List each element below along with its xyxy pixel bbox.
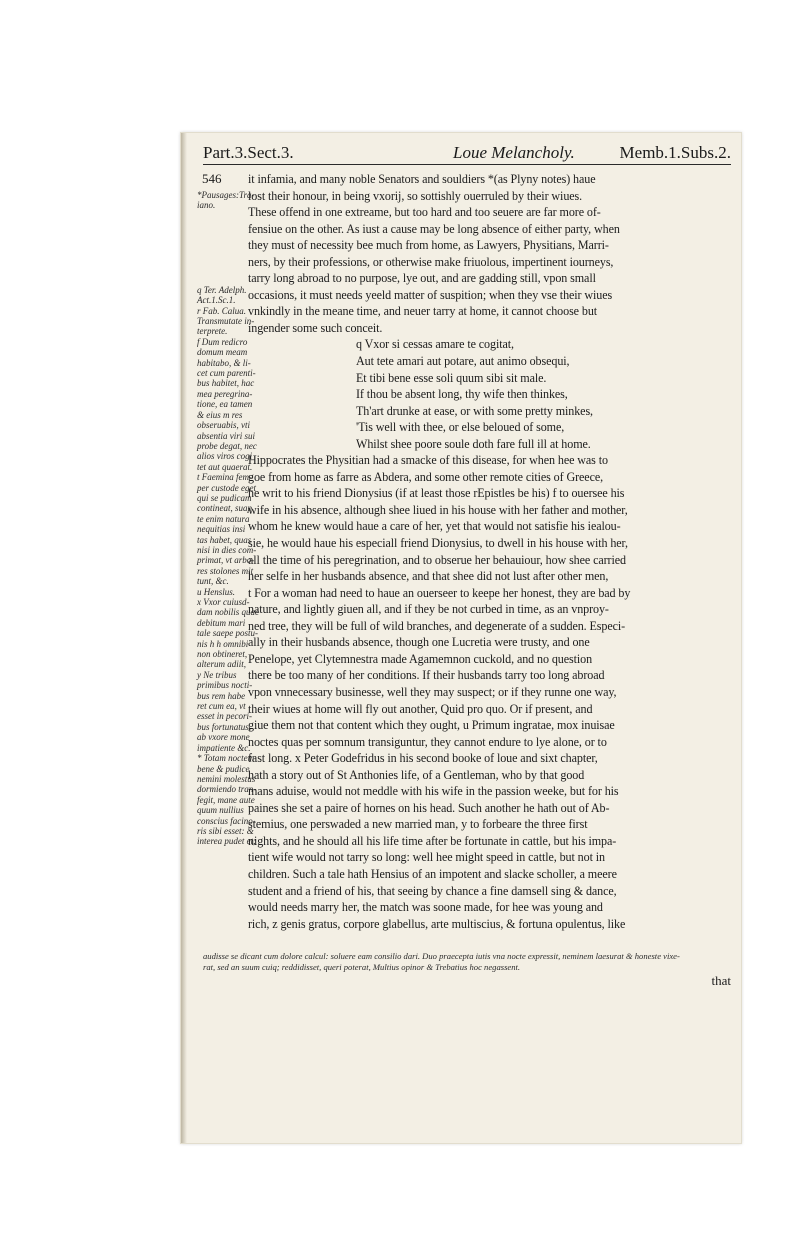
text-line: ingender some such conceit. — [248, 320, 383, 335]
margin-note-line: habitabo, & li- — [197, 357, 251, 368]
catchword: that — [711, 973, 731, 988]
header-member-subsection: Memb.1.Subs.2. — [619, 143, 731, 162]
text-line: These offend in one extreame, but too hard and too seuere are far more of- — [248, 205, 601, 220]
text-line: whom he knew would haue a care of her, yet that would not satisfie his iealou- — [248, 519, 621, 534]
margin-note-line: alterum adiit, — [197, 659, 246, 670]
text-line: it infamia, and many noble Senators and souldiers *(as Plyny notes) haue — [248, 172, 596, 186]
margin-note-line: res stolones mit — [197, 565, 254, 576]
header-rule — [203, 164, 731, 165]
margin-note-line: tunt, &c. — [197, 576, 229, 587]
text-line: tarry long abroad to no purpose, lye out, and are gadding still, vpon small — [248, 271, 596, 286]
margin-note-line: interea pudet et; — [197, 836, 257, 847]
text-line: children. Such a tale hath Hensius of an impotent and slacke scholler, a meere — [248, 866, 617, 881]
margin-spacer — [197, 211, 241, 285]
margin-note-line: tet aut quaerat. — [197, 461, 253, 472]
header-part-section: Part.3.Sect.3. — [203, 143, 294, 162]
text-line: vpon vnnecessary businesse, well they may suspect; or if they runne one way, — [248, 684, 617, 699]
margin-note-line: domum meam — [197, 347, 248, 358]
main-text — [248, 171, 726, 932]
margin-note-line: te enim natura — [197, 513, 250, 524]
page-number: 546 — [202, 171, 222, 186]
margin-note-line: x Vxor cuiusd- — [197, 597, 250, 607]
text-line: all the time of his peregrination, and to obserue her behauiour, how shee carried — [248, 552, 626, 567]
text-line: nights, and he should all his life time after be fortunate in cattle, but his impa- — [248, 833, 617, 848]
margin-note-line: obseruabis, vti — [197, 420, 250, 431]
footnotes — [203, 951, 723, 972]
text-line: fensiue on the other. As iust a cause may be long absence of either party, when — [248, 221, 620, 236]
text-line: stemius, one perswaded a new married man, y to forbeare the three first — [248, 817, 588, 832]
margin-note-line: nis h h omnibi — [197, 638, 249, 649]
text-line: paines she set a paire of hornes on his head. Such another he hath out of Ab- — [248, 800, 610, 815]
text-line: lost their honour, in being vxorij, so sottishly ouerruled by their wiues. — [248, 188, 583, 203]
text-line: sie, he would haue his especiall friend Dionysius, to dwell in his house with her, — [248, 536, 628, 551]
left-page-gutter — [170, 132, 180, 1142]
margin-note-line: conscius facino- — [197, 815, 256, 826]
text-line: fast long. x Peter Godefridus in his second booke of loue and sixt chapter, — [248, 751, 598, 766]
margin-note-line: esset in pecori- — [197, 711, 252, 722]
verse-line: Et tibi bene esse soli quum sibi sit male. — [356, 370, 547, 385]
margin-note-line: debitum mari — [197, 617, 246, 628]
text-line: t For a woman had need to haue an ouerseer to keepe her honest, they are bad by — [248, 585, 631, 600]
margin-note-line: cet cum parenti- — [197, 368, 256, 379]
text-line: hath a story out of St Anthonies life, of a Gentleman, who by that good — [248, 767, 585, 782]
margin-note-line: impatiente &c. — [197, 742, 251, 753]
verse-line: Aut tete amari aut potare, aut animo obsequi, — [356, 354, 570, 369]
margin-note-line: bene & pudice — [197, 763, 250, 774]
margin-note-line: *Pausages:Tra- — [197, 190, 255, 200]
text-line: ners, by their professions, or otherwise make friuolous, impertinent iourneys, — [248, 254, 614, 269]
margin-note-line: u Henslus. — [197, 586, 235, 597]
footnote-line: rat, sed an suum cuiq; reddidisset, queri poterat, Multius opinor & Trebatius hoc negassent. — [203, 961, 521, 972]
text-line: occasions, it must needs yeeld matter of suspition; when they vse their wiues — [248, 287, 613, 302]
text-line: Penelope, yet Clytemnestra made Agamemnon cuckold, and no question — [248, 651, 593, 666]
text-line: goe from home as farre as Abdera, and some other remote cities of Greece, — [248, 469, 604, 484]
margin-note-line: tale saepe postu- — [197, 628, 258, 639]
book-page — [180, 132, 742, 1144]
text-line: Hippocrates the Physitian had a smacke of this disease, for when hee was to — [248, 453, 608, 468]
text-line: they must of necessity bee much from home, as Lawyers, Physitians, Marri- — [248, 238, 609, 253]
margin-note-line: non obtineret, — [197, 649, 248, 660]
text-line: vnkindly in the meane time, and neuer tarry at home, it cannot choose but — [248, 304, 598, 319]
margin-note-line: absentia viri sui — [197, 430, 255, 441]
margin-note-line: tione, ea tamen — [197, 399, 253, 410]
margin-note-line: dormiendo tran- — [197, 784, 257, 795]
text-line: nature, and lightly giuen all, and if they be not curbed in time, as an vnproy- — [248, 602, 609, 617]
margin-note-line: nisi in dies com- — [197, 544, 257, 555]
verse-line: Whilst shee poore soule doth fare full ill at home. — [356, 436, 591, 451]
text-line: there be too many of her conditions. If their husbands tarry too long abroad — [248, 668, 605, 683]
margin-note-line: Transmutate in- — [197, 316, 255, 327]
margin-note-line: Act.1.Sc.1. — [197, 295, 236, 306]
text-line: ned tree, they will be full of wild branches, and degenerate of a sudden. Especi- — [248, 618, 626, 633]
margin-note-line: q Ter. Adelph. — [197, 284, 247, 295]
margin-note-line: primibus nocti- — [197, 680, 253, 691]
margin-note-line: per custode eget — [197, 482, 256, 493]
header-title: Loue Melancholy. — [453, 143, 575, 162]
margin-notes — [197, 190, 259, 847]
margin-note-line: tas habet, quas — [197, 534, 252, 545]
text-line: her selfe in her husbands absence, and that shee did not lust after other men, — [248, 569, 609, 584]
text-line: their wiues at home will fly out another, Quid pro quo. Or if present, and — [248, 701, 593, 716]
margin-note-line: contineat, suap — [197, 503, 252, 514]
margin-note-line: & eius m res — [197, 409, 243, 420]
margin-note-line: t Faemina fem- — [197, 472, 252, 483]
margin-note-line: terprete. — [197, 326, 228, 337]
margin-note-line: bus habitet, hac — [197, 378, 255, 389]
text-line: noctes quas per somnum transiguntur, they cannot endure to lye alone, or to — [248, 734, 607, 749]
text-line: ally in their husbands absence, though one Lucretia were trusty, and one — [248, 635, 590, 650]
text-line: student and a friend of his, that seeing by chance a fine damsell sing & dance, — [248, 883, 617, 898]
text-line: would needs marry her, the match was soone made, for hee was young and — [248, 900, 603, 915]
margin-note-line: qui se pudicam — [197, 492, 252, 503]
verse-line: q Vxor si cessas amare te cogitat, — [356, 337, 514, 352]
verse-line: If thou be absent long, thy wife then thinkes, — [356, 387, 568, 402]
margin-note-line: ret cum ea, vt — [197, 701, 246, 712]
margin-note-line: fegit, mane aute — [197, 794, 255, 805]
margin-note-line: bus fortunatus, — [197, 721, 252, 732]
margin-note-line: y Ne tribus — [197, 669, 237, 680]
margin-note-line: bus rem habe — [197, 690, 246, 701]
margin-note-line: nemini molestus — [197, 773, 256, 784]
verse-line: 'Tis well with thee, or else beloued of some, — [356, 420, 565, 435]
margin-note-line: quum nullius — [197, 805, 244, 816]
footnote-line: audisse se dicant cum dolore calcul: soluere eam consilio dari. Duo praecepta iutis vna nocte expressit, neminem laesurat & honeste vixe- — [203, 951, 680, 961]
margin-note-line: primat, vt arbo- — [197, 555, 255, 566]
page-binding-shadow — [181, 133, 187, 1143]
margin-note-line: r Fab. Calua. — [197, 305, 247, 316]
text-line: giue them not that content which they ought, u Primum ingratae, mox inuisae — [248, 718, 615, 733]
margin-note-line: * Totam noctem — [197, 753, 255, 764]
text-line: mans aduise, would not meddle with his wife in the passion weeke, but for his — [248, 784, 619, 799]
margin-note-line: iano. — [197, 200, 216, 211]
verse-line: Th'art drunke at ease, or with some pretty minkes, — [356, 403, 593, 418]
text-line: rich, z genis gratus, corpore glabellus, arte multiscius, & fortuna opulentus, like — [248, 916, 626, 931]
margin-note-line: ris sibi esset: & — [197, 825, 254, 836]
margin-note-line: alios viros cogi — [197, 451, 253, 462]
margin-note-line: probe degat, nec — [197, 440, 257, 451]
text-line: tient wife would not tarry so long: well hee might speed in cattle, but not in — [248, 850, 605, 865]
running-header — [203, 143, 731, 165]
margin-note-line: mea peregrina- — [197, 388, 253, 399]
margin-note-line: dam nobilis quae — [197, 607, 259, 618]
text-line: wife in his absence, although shee liued in his house with her father and mother, — [248, 502, 628, 517]
margin-note-line: ab vxore mone — [197, 732, 250, 743]
margin-note-line: nequitias insi — [197, 524, 246, 535]
margin-note-line: f Dum redicro — [197, 336, 248, 347]
text-line: he writ to his friend Dionysius (if at least those rEpistles be his) f to ouersee his — [248, 486, 625, 501]
